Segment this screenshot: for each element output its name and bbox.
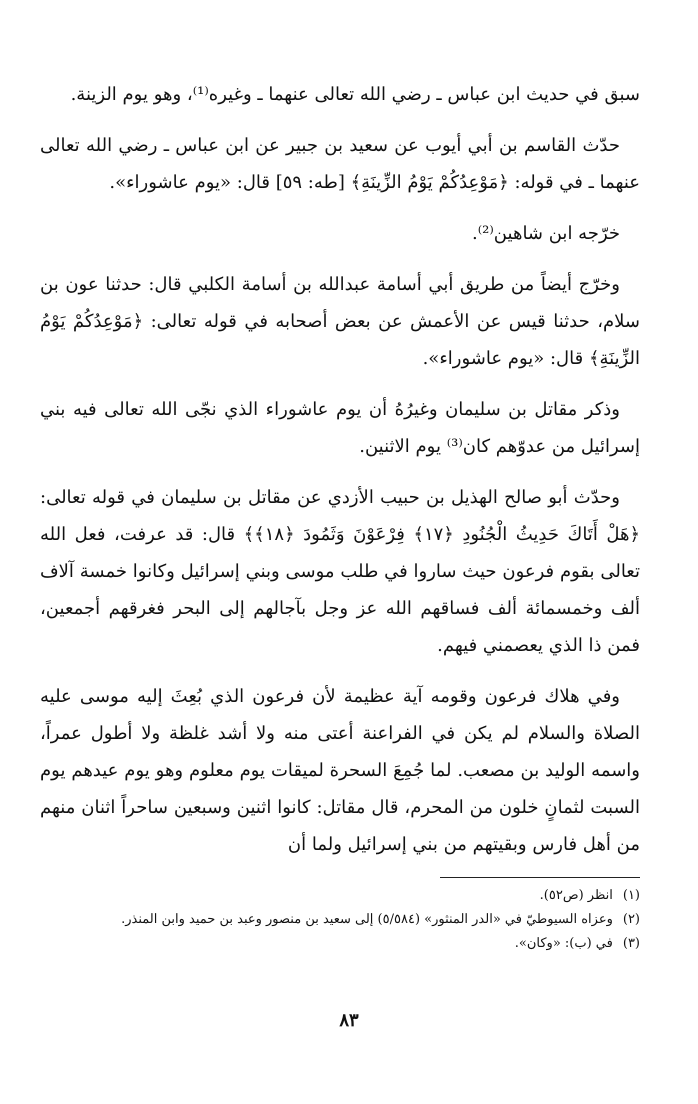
paragraph-7: وفي هلاك فرعون وقومه آية عظيمة لأن فرعون الذي بُعِثَ إليه موسى عليه الصلاة والسلام لم يكن في الفراعنة أعتى منه ولا أشد غلظة ولا أطول عمراً، واسمه الوليد بن مصعب. لما جُمِعَ السحرة لميقات يوم معلوم وهو يوم عيدهم يوم السبت لثمانٍ خلون من المحرم، قال مقاتل: كانوا اثنين وسبعين ساحراً اثنان منهم من أهل فارس وبقيتهم من بني إسرائيل ولما أن <box>40 686 640 855</box>
paragraph-3: خرّجه ابن شاهين⁽²⁾. <box>472 223 620 244</box>
footnote-text: في (ب): «وكان». <box>514 936 613 951</box>
paragraph-6: وحدّث أبو صالح الهذيل بن حبيب الأزدي عن مقاتل بن سليمان في قوله تعالى: ﴿هَلْ أَتَاكَ حَدِيثُ الْجُنُودِ ﴿١٧﴾ فِرْعَوْنَ وَثَمُودَ ﴿١٨﴾﴾ قال: قد عرفت، فعل الله تعالى بقوم فرعون حيث ساروا في طلب موسى وبني إسرائيل وكانوا خمسة آلاف ألف وخمسمائة ألف فساقهم الله عز وجل بآجالهم إلى البحر فغرقهم أجمعين، فمن ذا الذي يعصمني فيهم. <box>40 487 640 656</box>
footnote-divider <box>440 877 640 878</box>
footnote-number: (٢) <box>622 912 640 927</box>
paragraph-4: وخرّج أيضاً من طريق أبي أسامة عبدالله بن أسامة الكلبي قال: حدثنا عون بن سلام، حدثنا قيس عن الأعمش عن بعض أصحابه في قوله تعالى: ﴿مَوْعِدُكُمْ يَوْمُ الزِّينَةِ﴾ قال: «يوم عاشوراء». <box>40 274 640 369</box>
footnote-3 <box>40 932 640 956</box>
footnotes <box>40 884 640 956</box>
paragraph-1: سبق في حديث ابن عباس ـ رضي الله تعالى عنهما ـ وغيره⁽¹⁾، وهو يوم الزينة. <box>70 84 640 105</box>
footnote-number: (١) <box>622 888 640 903</box>
footnote-2 <box>40 908 640 932</box>
main-text <box>40 76 640 877</box>
footnote-1 <box>40 884 640 908</box>
page-number: ٨٣ <box>339 1010 359 1031</box>
footnote-text: انظر (ص٥٢). <box>539 888 613 903</box>
footnote-text: وعزاه السيوطيّ في «الدر المنثور» (٥/٥٨٤) إلى سعيد بن منصور وعبد بن حميد وابن المنذر. <box>121 912 613 927</box>
footnote-number: (٣) <box>622 936 640 951</box>
paragraph-5: وذكر مقاتل بن سليمان وغيرُهُ أن يوم عاشوراء الذي نجّى الله تعالى فيه بني إسرائيل من عدوّهم كان⁽³⁾ يوم الاثنين. <box>40 399 640 457</box>
paragraph-2: حدّث القاسم بن أبي أيوب عن سعيد بن جبير عن ابن عباس ـ رضي الله تعالى عنهما ـ في قوله: ﴿مَوْعِدُكُمْ يَوْمُ الزِّينَةِ﴾ [طه: ٥٩] قال: «يوم عاشوراء». <box>40 135 640 193</box>
